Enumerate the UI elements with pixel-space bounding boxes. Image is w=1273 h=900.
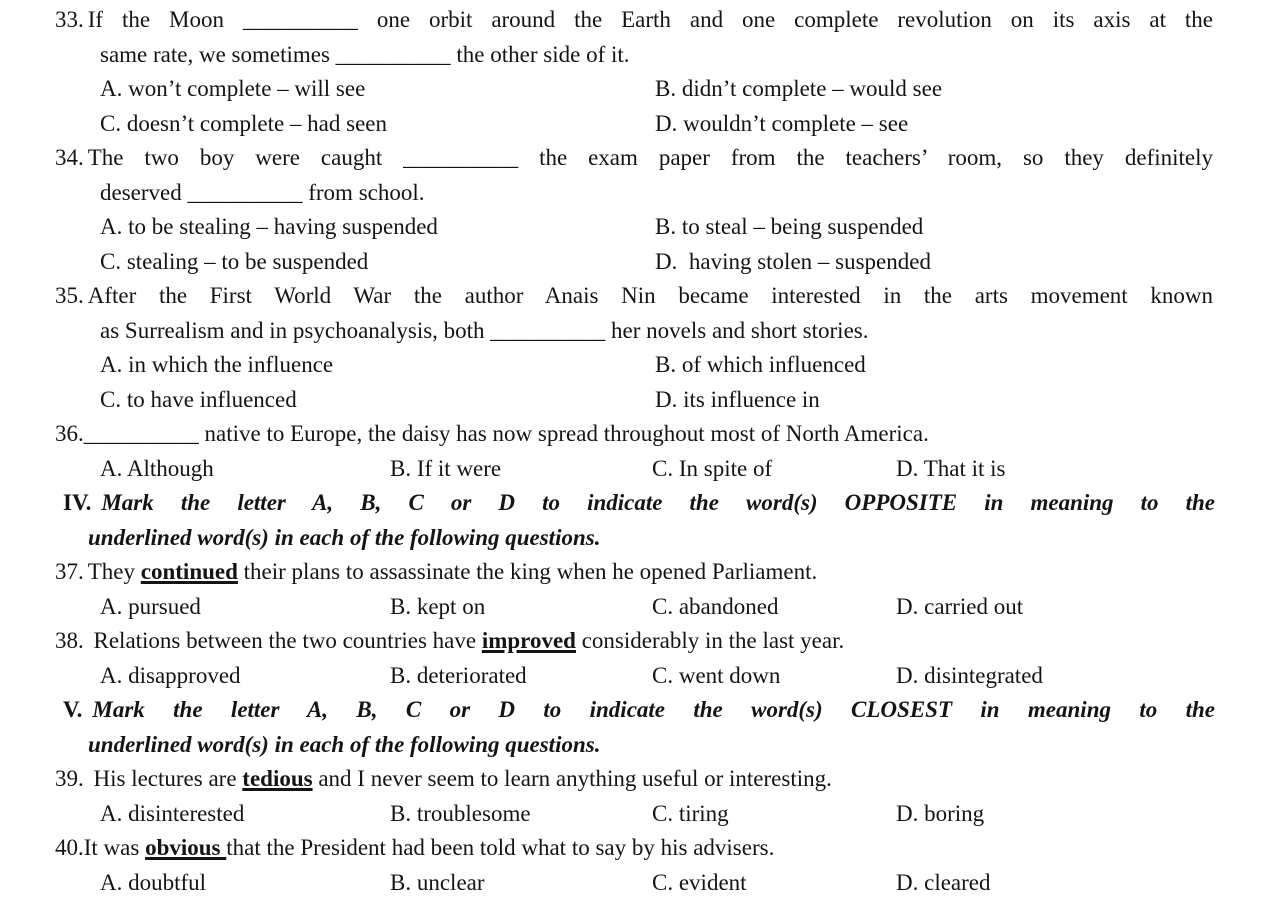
question-38-option-a: A. disapproved bbox=[100, 662, 241, 688]
question-40-options-row bbox=[0, 866, 1273, 900]
question-39-option-b: B. troublesome bbox=[390, 800, 531, 826]
question-36-option-c: C. In spite of bbox=[652, 455, 773, 481]
question-39-line-1 bbox=[0, 762, 1273, 797]
question-39-option-a: A. disinterested bbox=[100, 800, 245, 826]
question-40-text-post: that the President had been told what to say by his advisers. bbox=[226, 835, 775, 860]
question-34-options-row-2 bbox=[0, 245, 1273, 280]
question-38-text-post: considerably in the last year. bbox=[575, 628, 845, 653]
question-35-options-row-1 bbox=[0, 348, 1273, 383]
question-33-options-row-2 bbox=[0, 107, 1273, 142]
section-v-heading-line-1 bbox=[0, 693, 1273, 728]
question-38-underlined-word: improved bbox=[481, 628, 576, 653]
question-37-option-d: D. carried out bbox=[896, 593, 1024, 619]
section-iv-heading-line-1 bbox=[0, 486, 1273, 521]
question-36-text: __________ native to Europe, the daisy has now spread throughout most of North America. bbox=[83, 421, 929, 446]
question-39-options-row bbox=[0, 797, 1273, 832]
question-38-line-1 bbox=[0, 624, 1273, 659]
question-37-option-b: B. kept on bbox=[390, 593, 486, 619]
question-38-option-c: C. went down bbox=[652, 662, 781, 688]
question-37-options-row bbox=[0, 590, 1273, 625]
question-34-option-b: B. to steal – being suspended bbox=[655, 214, 924, 239]
question-35-number: 35. bbox=[55, 283, 84, 308]
question-34-number: 34. bbox=[55, 145, 84, 170]
question-36-options-row bbox=[0, 452, 1273, 487]
question-38-number: 38. bbox=[55, 628, 84, 653]
question-40-option-a: A. doubtful bbox=[100, 869, 207, 895]
question-34-line-2: deserved __________ from school. bbox=[100, 179, 425, 205]
question-33-option-c: C. doesn’t complete – had seen bbox=[100, 110, 388, 136]
question-40-number: 40. bbox=[55, 835, 84, 860]
question-36-line-1 bbox=[0, 417, 1273, 452]
question-40-option-b: B. unclear bbox=[390, 869, 485, 895]
question-33-line-2: same rate, we sometimes __________ the other side of it. bbox=[100, 41, 630, 67]
question-35-option-a: A. in which the influence bbox=[100, 352, 334, 377]
question-39-underlined-word: tedious bbox=[242, 766, 313, 791]
question-36-option-a: A. Although bbox=[100, 455, 214, 481]
question-37-text-post: their plans to assassinate the king when he opened Parliament. bbox=[237, 559, 818, 584]
question-36-option-b: B. If it were bbox=[390, 455, 502, 481]
question-38-text-pre: Relations between the two countries have bbox=[87, 628, 482, 653]
question-37-number: 37. bbox=[55, 559, 84, 584]
question-34-option-c: C. stealing – to be suspended bbox=[100, 248, 369, 274]
question-36-number: 36. bbox=[55, 421, 84, 446]
section-iv-heading-text: Mark the letter A, B, C or D to indicate the word(s) OPPOSITE in meaning to the bbox=[101, 490, 1215, 515]
question-37-line-1 bbox=[0, 555, 1273, 590]
question-34-option-d: D. having stolen – suspended bbox=[655, 248, 931, 274]
question-39-option-c: C. tiring bbox=[652, 800, 729, 826]
question-40-underlined-word: obvious bbox=[145, 835, 227, 860]
question-34-option-a: A. to be stealing – having suspended bbox=[100, 214, 438, 239]
question-38-option-b: B. deteriorated bbox=[390, 662, 527, 688]
question-35-options-row-2 bbox=[0, 383, 1273, 418]
section-v-heading-text: Mark the letter A, B, C or D to indicate the word(s) CLOSEST in meaning to the bbox=[92, 697, 1215, 722]
question-35-option-c: C. to have influenced bbox=[100, 386, 297, 412]
question-34-text: The two boy were caught __________ the exam paper from the teachers’ room, so they definitely bbox=[87, 145, 1213, 170]
question-37-option-c: C. abandoned bbox=[652, 593, 779, 619]
section-v-numeral: V. bbox=[63, 697, 83, 722]
question-33-text: If the Moon __________ one orbit around the Earth and one complete revolution on its axis at the bbox=[87, 7, 1213, 32]
question-37-text-pre: They bbox=[87, 559, 141, 584]
question-35-line-1 bbox=[0, 279, 1273, 314]
question-40-option-d: D. cleared bbox=[896, 869, 991, 895]
question-33-option-b: B. didn’t complete – would see bbox=[655, 76, 943, 101]
question-39-text-post: and I never seem to learn anything useful or interesting. bbox=[312, 766, 832, 791]
section-iv-heading-line-2: underlined word(s) in each of the following questions. bbox=[88, 524, 601, 550]
section-v-heading-line-2: underlined word(s) in each of the following questions. bbox=[88, 731, 601, 757]
question-35-text: After the First World War the author Anais Nin became interested in the arts movement known bbox=[87, 283, 1213, 308]
question-38-options-row bbox=[0, 659, 1273, 694]
section-iv-numeral: IV. bbox=[63, 490, 92, 515]
question-40-option-c: C. evident bbox=[652, 869, 747, 895]
question-40-text-pre: It was bbox=[83, 835, 146, 860]
question-35-line-2: as Surrealism and in psychoanalysis, both __________ her novels and short stories. bbox=[100, 317, 869, 343]
question-37-option-a: A. pursued bbox=[100, 593, 201, 619]
question-33-option-a: A. won’t complete – will see bbox=[100, 76, 366, 101]
question-35-option-b: B. of which influenced bbox=[655, 352, 866, 377]
question-33-number: 33. bbox=[55, 7, 84, 32]
question-34-line-1 bbox=[0, 141, 1273, 176]
question-37-underlined-word: continued bbox=[140, 559, 238, 584]
question-34-options-row-1 bbox=[0, 210, 1273, 245]
question-33-option-d: D. wouldn’t complete – see bbox=[655, 110, 909, 136]
question-39-option-d: D. boring bbox=[896, 800, 985, 826]
question-39-number: 39. bbox=[55, 766, 84, 791]
question-36-option-d: D. That it is bbox=[896, 455, 1006, 481]
question-39-text-pre: His lectures are bbox=[87, 766, 243, 791]
question-33-line-1 bbox=[0, 3, 1273, 38]
question-33-options-row-1 bbox=[0, 72, 1273, 107]
question-35-option-d: D. its influence in bbox=[655, 386, 820, 412]
question-38-option-d: D. disintegrated bbox=[896, 662, 1043, 688]
question-40-line-1 bbox=[0, 831, 1273, 866]
